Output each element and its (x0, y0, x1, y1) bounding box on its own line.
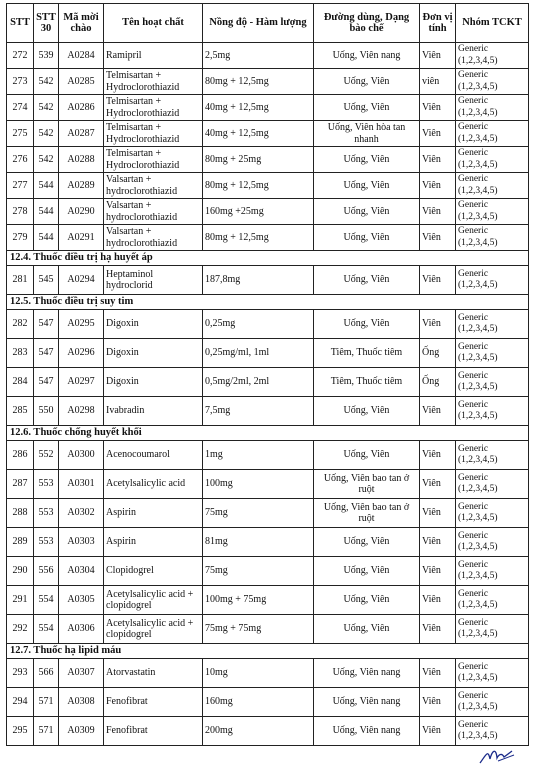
cell-ten: Fenofibrat (104, 688, 203, 717)
cell-nongdo: 75mg (203, 557, 314, 586)
cell-stt: 284 (7, 368, 34, 397)
cell-nongdo: 1mg (203, 441, 314, 470)
cell-ten: Telmisartan + Hydroclorothiazid (104, 95, 203, 121)
cell-nongdo: 7,5mg (203, 397, 314, 426)
cell-nhom: Generic (1,2,3,4,5) (456, 69, 529, 95)
cell-ma: A0285 (59, 69, 104, 95)
cell-donvi: Viên (420, 225, 456, 251)
cell-donvi: Viên (420, 43, 456, 69)
section-header-row (7, 426, 529, 441)
cell-ten: Acetylsalicylic acid + clopidogrel (104, 586, 203, 615)
cell-nhom: Generic (1,2,3,4,5) (456, 266, 529, 295)
cell-stt30: 550 (34, 397, 59, 426)
cell-donvi: Viên (420, 499, 456, 528)
cell-nongdo: 80mg + 25mg (203, 147, 314, 173)
cell-nhom: Generic (1,2,3,4,5) (456, 586, 529, 615)
cell-stt30: 544 (34, 225, 59, 251)
cell-stt: 282 (7, 310, 34, 339)
cell-duong: Uống, Viên (314, 557, 420, 586)
cell-nongdo: 75mg (203, 499, 314, 528)
cell-nhom: Generic (1,2,3,4,5) (456, 615, 529, 644)
cell-ten: Acetylsalicylic acid + clopidogrel (104, 615, 203, 644)
cell-duong: Uống, Viên (314, 147, 420, 173)
cell-stt: 277 (7, 173, 34, 199)
cell-nhom: Generic (1,2,3,4,5) (456, 688, 529, 717)
cell-stt: 274 (7, 95, 34, 121)
cell-nhom: Generic (1,2,3,4,5) (456, 121, 529, 147)
cell-stt: 276 (7, 147, 34, 173)
cell-stt30: 554 (34, 615, 59, 644)
cell-stt: 275 (7, 121, 34, 147)
cell-nongdo: 80mg + 12,5mg (203, 173, 314, 199)
table-row (7, 528, 529, 557)
cell-nhom: Generic (1,2,3,4,5) (456, 43, 529, 69)
cell-nongdo: 0,5mg/2ml, 2ml (203, 368, 314, 397)
col-header-ma: Mã mời chào (59, 4, 104, 43)
section-title: 12.6. Thuốc chống huyết khối (7, 426, 529, 441)
cell-stt: 285 (7, 397, 34, 426)
cell-nhom: Generic (1,2,3,4,5) (456, 225, 529, 251)
section-header-row (7, 295, 529, 310)
cell-donvi: Viên (420, 199, 456, 225)
cell-stt: 283 (7, 339, 34, 368)
table-row (7, 121, 529, 147)
cell-duong: Uống, Viên bao tan ở ruột (314, 499, 420, 528)
cell-ma: A0284 (59, 43, 104, 69)
cell-duong: Uống, Viên (314, 528, 420, 557)
cell-stt30: 539 (34, 43, 59, 69)
cell-stt: 278 (7, 199, 34, 225)
cell-stt30: 544 (34, 199, 59, 225)
cell-stt: 279 (7, 225, 34, 251)
cell-duong: Uống, Viên (314, 586, 420, 615)
cell-nongdo: 0,25mg (203, 310, 314, 339)
cell-stt: 281 (7, 266, 34, 295)
cell-duong: Uống, Viên nang (314, 717, 420, 746)
cell-ma: A0289 (59, 173, 104, 199)
cell-donvi: Viên (420, 173, 456, 199)
cell-nhom: Generic (1,2,3,4,5) (456, 528, 529, 557)
cell-donvi: Ống (420, 339, 456, 368)
cell-duong: Uống, Viên (314, 173, 420, 199)
table-row (7, 688, 529, 717)
cell-ma: A0290 (59, 199, 104, 225)
table-row (7, 43, 529, 69)
cell-ten: Aspirin (104, 528, 203, 557)
cell-ma: A0305 (59, 586, 104, 615)
table-row (7, 717, 529, 746)
table-row (7, 266, 529, 295)
section-title: 12.7. Thuốc hạ lipid máu (7, 644, 529, 659)
cell-stt: 291 (7, 586, 34, 615)
cell-ten: Telmisartan + Hydroclorothiazid (104, 69, 203, 95)
section-header-row (7, 644, 529, 659)
cell-ma: A0291 (59, 225, 104, 251)
cell-donvi: Viên (420, 557, 456, 586)
cell-nongdo: 100mg (203, 470, 314, 499)
col-header-nongdo: Nồng độ - Hàm lượng (203, 4, 314, 43)
section-header-row (7, 251, 529, 266)
cell-stt: 272 (7, 43, 34, 69)
cell-duong: Tiêm, Thuốc tiêm (314, 368, 420, 397)
cell-ma: A0287 (59, 121, 104, 147)
cell-ma: A0304 (59, 557, 104, 586)
cell-stt30: 553 (34, 470, 59, 499)
cell-stt: 288 (7, 499, 34, 528)
cell-stt: 273 (7, 69, 34, 95)
cell-ten: Ramipril (104, 43, 203, 69)
cell-duong: Uống, Viên (314, 199, 420, 225)
cell-ten: Telmisartan + Hydroclorothiazid (104, 147, 203, 173)
cell-nhom: Generic (1,2,3,4,5) (456, 499, 529, 528)
cell-nhom: Generic (1,2,3,4,5) (456, 659, 529, 688)
cell-nhom: Generic (1,2,3,4,5) (456, 310, 529, 339)
cell-nhom: Generic (1,2,3,4,5) (456, 199, 529, 225)
cell-ma: A0302 (59, 499, 104, 528)
cell-stt: 294 (7, 688, 34, 717)
cell-stt: 287 (7, 470, 34, 499)
cell-ten: Digoxin (104, 339, 203, 368)
cell-nongdo: 81mg (203, 528, 314, 557)
cell-stt30: 542 (34, 147, 59, 173)
cell-ma: A0301 (59, 470, 104, 499)
col-header-donvi: Đơn vị tính (420, 4, 456, 43)
cell-donvi: viên (420, 69, 456, 95)
cell-stt: 289 (7, 528, 34, 557)
table-row (7, 147, 529, 173)
cell-ma: A0286 (59, 95, 104, 121)
cell-ten: Acenocoumarol (104, 441, 203, 470)
cell-donvi: Viên (420, 717, 456, 746)
section-title: 12.4. Thuốc điều trị hạ huyết áp (7, 251, 529, 266)
table-header (7, 4, 529, 43)
cell-nhom: Generic (1,2,3,4,5) (456, 557, 529, 586)
table-body (7, 43, 529, 746)
cell-duong: Uống, Viên (314, 266, 420, 295)
cell-stt30: 553 (34, 499, 59, 528)
table-row (7, 615, 529, 644)
cell-donvi: Viên (420, 470, 456, 499)
cell-nongdo: 0,25mg/ml, 1ml (203, 339, 314, 368)
table-row (7, 173, 529, 199)
cell-stt30: 542 (34, 95, 59, 121)
cell-donvi: Viên (420, 528, 456, 557)
cell-ma: A0309 (59, 717, 104, 746)
cell-nongdo: 200mg (203, 717, 314, 746)
cell-stt30: 547 (34, 339, 59, 368)
cell-ten: Heptaminol hydroclorid (104, 266, 203, 295)
drug-list-table (6, 3, 529, 746)
cell-stt30: 544 (34, 173, 59, 199)
cell-stt: 292 (7, 615, 34, 644)
cell-stt30: 542 (34, 69, 59, 95)
col-header-stt30: STT 30 (34, 4, 59, 43)
cell-nongdo: 80mg + 12,5mg (203, 225, 314, 251)
table-row (7, 659, 529, 688)
cell-nhom: Generic (1,2,3,4,5) (456, 441, 529, 470)
cell-duong: Uống, Viên nang (314, 688, 420, 717)
cell-nongdo: 10mg (203, 659, 314, 688)
col-header-ten: Tên hoạt chất (104, 4, 203, 43)
cell-stt30: 566 (34, 659, 59, 688)
table-row (7, 95, 529, 121)
cell-ma: A0306 (59, 615, 104, 644)
cell-nhom: Generic (1,2,3,4,5) (456, 173, 529, 199)
cell-nhom: Generic (1,2,3,4,5) (456, 470, 529, 499)
cell-ten: Valsartan + hydroclorothiazid (104, 199, 203, 225)
cell-stt: 295 (7, 717, 34, 746)
cell-ma: A0303 (59, 528, 104, 557)
col-header-stt: STT (7, 4, 34, 43)
cell-nhom: Generic (1,2,3,4,5) (456, 147, 529, 173)
cell-ten: Telmisartan + Hydroclorothiazid (104, 121, 203, 147)
cell-ma: A0296 (59, 339, 104, 368)
cell-nhom: Generic (1,2,3,4,5) (456, 339, 529, 368)
table-row (7, 499, 529, 528)
cell-stt30: 571 (34, 717, 59, 746)
cell-stt30: 554 (34, 586, 59, 615)
signature-mark (478, 745, 518, 767)
cell-ma: A0297 (59, 368, 104, 397)
cell-stt30: 556 (34, 557, 59, 586)
cell-nhom: Generic (1,2,3,4,5) (456, 397, 529, 426)
cell-donvi: Viên (420, 586, 456, 615)
table-row (7, 586, 529, 615)
cell-duong: Uống, Viên (314, 397, 420, 426)
section-title: 12.5. Thuốc điều trị suy tim (7, 295, 529, 310)
cell-donvi: Viên (420, 95, 456, 121)
cell-ma: A0295 (59, 310, 104, 339)
cell-ten: Ivabradin (104, 397, 203, 426)
cell-ten: Valsartan + hydroclorothiazid (104, 173, 203, 199)
cell-ten: Digoxin (104, 310, 203, 339)
cell-duong: Uống, Viên bao tan ở ruột (314, 470, 420, 499)
cell-stt30: 547 (34, 368, 59, 397)
cell-duong: Uống, Viên nang (314, 43, 420, 69)
cell-donvi: Viên (420, 688, 456, 717)
table-row (7, 199, 529, 225)
cell-stt30: 545 (34, 266, 59, 295)
cell-ten: Atorvastatin (104, 659, 203, 688)
cell-duong: Uống, Viên nang (314, 659, 420, 688)
cell-duong: Uống, Viên (314, 69, 420, 95)
table-row (7, 441, 529, 470)
cell-stt30: 552 (34, 441, 59, 470)
cell-donvi: Viên (420, 397, 456, 426)
cell-donvi: Viên (420, 266, 456, 295)
cell-duong: Uống, Viên (314, 310, 420, 339)
cell-ten: Acetylsalicylic acid (104, 470, 203, 499)
cell-donvi: Viên (420, 147, 456, 173)
cell-nongdo: 40mg + 12,5mg (203, 95, 314, 121)
cell-stt30: 542 (34, 121, 59, 147)
cell-nhom: Generic (1,2,3,4,5) (456, 95, 529, 121)
document-page (6, 3, 529, 746)
cell-donvi: Viên (420, 659, 456, 688)
table-row (7, 310, 529, 339)
cell-nongdo: 75mg + 75mg (203, 615, 314, 644)
cell-duong: Uống, Viên (314, 225, 420, 251)
cell-ma: A0300 (59, 441, 104, 470)
cell-nongdo: 2,5mg (203, 43, 314, 69)
cell-donvi: Viên (420, 310, 456, 339)
cell-ten: Clopidogrel (104, 557, 203, 586)
cell-nongdo: 187,8mg (203, 266, 314, 295)
cell-ten: Aspirin (104, 499, 203, 528)
cell-ten: Fenofibrat (104, 717, 203, 746)
cell-duong: Uống, Viên hòa tan nhanh (314, 121, 420, 147)
cell-stt: 293 (7, 659, 34, 688)
table-row (7, 225, 529, 251)
table-row (7, 397, 529, 426)
table-row (7, 470, 529, 499)
cell-stt30: 547 (34, 310, 59, 339)
cell-nhom: Generic (1,2,3,4,5) (456, 717, 529, 746)
cell-nongdo: 100mg + 75mg (203, 586, 314, 615)
cell-ma: A0308 (59, 688, 104, 717)
cell-nongdo: 80mg + 12,5mg (203, 69, 314, 95)
cell-ten: Valsartan + hydroclorothiazid (104, 225, 203, 251)
cell-ma: A0307 (59, 659, 104, 688)
table-row (7, 339, 529, 368)
cell-nhom: Generic (1,2,3,4,5) (456, 368, 529, 397)
cell-stt: 286 (7, 441, 34, 470)
cell-nongdo: 160mg +25mg (203, 199, 314, 225)
table-row (7, 69, 529, 95)
cell-donvi: Viên (420, 441, 456, 470)
col-header-duong: Đường dùng, Dạng bào chế (314, 4, 420, 43)
cell-duong: Uống, Viên (314, 615, 420, 644)
cell-nongdo: 40mg + 12,5mg (203, 121, 314, 147)
cell-ten: Digoxin (104, 368, 203, 397)
cell-stt30: 553 (34, 528, 59, 557)
cell-duong: Uống, Viên (314, 95, 420, 121)
cell-duong: Tiêm, Thuốc tiêm (314, 339, 420, 368)
col-header-nhom: Nhóm TCKT (456, 4, 529, 43)
cell-donvi: Viên (420, 615, 456, 644)
cell-donvi: Viên (420, 121, 456, 147)
table-row (7, 557, 529, 586)
cell-duong: Uống, Viên (314, 441, 420, 470)
cell-stt30: 571 (34, 688, 59, 717)
table-row (7, 368, 529, 397)
cell-ma: A0294 (59, 266, 104, 295)
cell-ma: A0298 (59, 397, 104, 426)
cell-donvi: Ống (420, 368, 456, 397)
cell-stt: 290 (7, 557, 34, 586)
cell-nongdo: 160mg (203, 688, 314, 717)
cell-ma: A0288 (59, 147, 104, 173)
